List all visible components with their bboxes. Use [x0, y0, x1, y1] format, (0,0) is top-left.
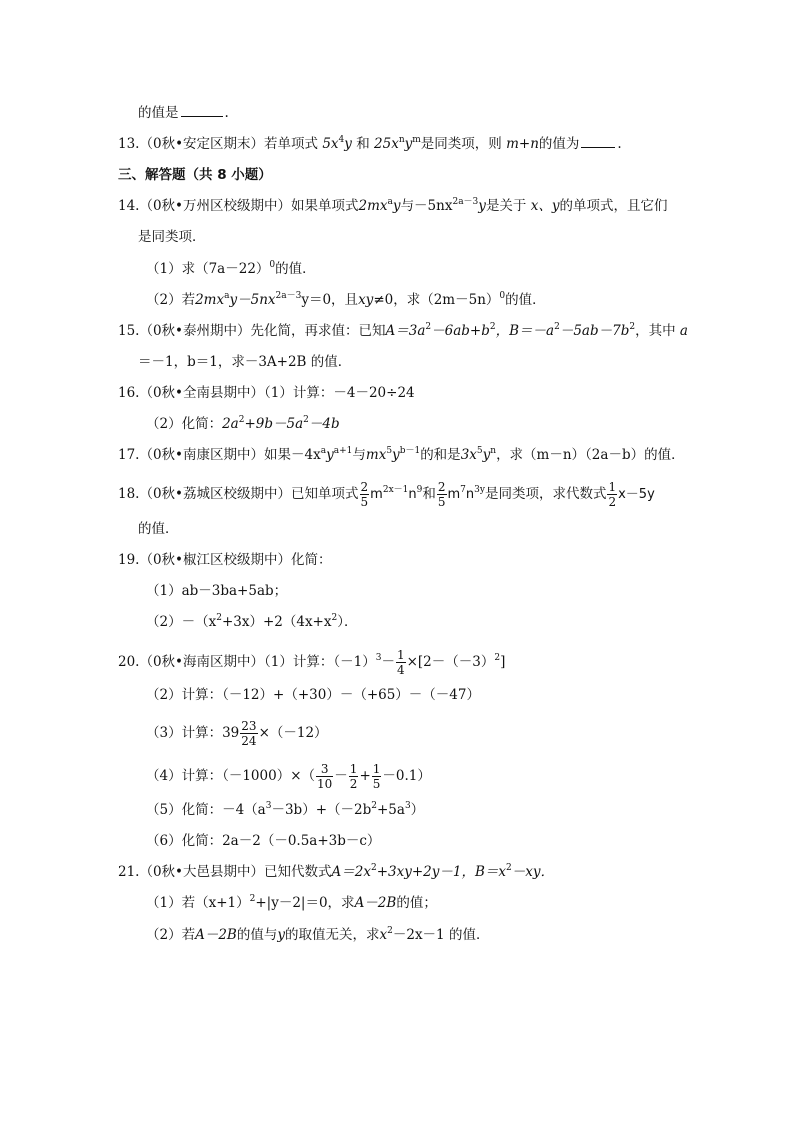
- q18-n2: n: [465, 487, 475, 502]
- question-12-tail: [138, 104, 229, 122]
- q13-rest2: 的值为: [538, 136, 580, 152]
- q20-frac3-den: 24: [241, 734, 257, 748]
- q18-n2-exp: 3y: [474, 485, 485, 495]
- q20-exp1: 3: [375, 653, 382, 663]
- q14-p2-m1b: y－5nx: [229, 292, 276, 308]
- q14-p2-m2b: y＝0，且: [301, 292, 359, 308]
- q17-h: y: [482, 447, 491, 463]
- question-18-line2: 的值．: [138, 521, 179, 537]
- q16-e2-exp: 2: [303, 415, 309, 425]
- q16-e2: +9b－5a: [244, 416, 304, 432]
- q21-p2-b: A－2B: [195, 927, 237, 943]
- q18-frac3-den: 2: [608, 495, 617, 509]
- q21-intro: 21.（0秋•大邑县期中）已知代数式: [118, 864, 332, 880]
- q14-p2-m1: 2mx: [195, 292, 225, 308]
- q14-p2-m2-exp: 2a－3: [275, 291, 302, 301]
- q15-a: a: [679, 323, 688, 339]
- q18-frac2-den: 5: [437, 495, 446, 509]
- q17-d: mx: [365, 447, 387, 463]
- q20-p5-a: （5）化简：－4（a: [146, 802, 266, 818]
- question-15-line1: [118, 322, 688, 340]
- q21-p1-d: 的值；: [396, 895, 437, 911]
- q17-i: ，求（m－n）（2a－b）的值．: [496, 447, 685, 463]
- question-14-line2: 是同类项．: [138, 229, 206, 245]
- q14-p1-text: （1）求（7a－22）: [146, 261, 270, 277]
- q20-frac1: [396, 648, 406, 677]
- q20-p5-exp3: 3: [404, 801, 411, 811]
- q20-intro: 20.（0秋•海南区期中）（1）计算：（－1）: [118, 654, 376, 670]
- q13-term2-exp2: m: [412, 135, 421, 145]
- q21-p1-exp: 2: [249, 894, 256, 904]
- q21-p2-f: x: [379, 927, 388, 943]
- q21-A: A＝2x: [331, 864, 371, 880]
- q12-period: .: [224, 105, 229, 121]
- q19-p2-exp: 2: [216, 613, 222, 623]
- q18-intro: 18.（0秋•荔城区校级期中）已知单项式: [118, 486, 359, 502]
- q17-e: y: [392, 447, 400, 463]
- q14-p2-end: 的值．: [505, 292, 546, 308]
- question-14-part2: [146, 291, 546, 309]
- q20-p5-exp2: 2: [371, 801, 377, 811]
- q16-e1-exp: 2: [238, 415, 245, 425]
- q20-frac3: [240, 719, 257, 748]
- q21-p2-a: （2）若: [146, 927, 196, 943]
- q17-h-exp: n: [490, 446, 497, 456]
- q18-frac2: [437, 480, 447, 509]
- q20-frac4c-num: 1: [372, 762, 381, 776]
- q18-frac3-num: 1: [608, 480, 617, 494]
- q21-A2: +3xy+2y－1，B＝x: [376, 864, 507, 880]
- q14-mono1: 2mx: [358, 198, 388, 214]
- question-21-part2: [146, 926, 489, 944]
- q18-frac3: [607, 480, 617, 509]
- q20-frac1-den: 4: [396, 663, 405, 677]
- q13-term2: 25x: [374, 136, 399, 152]
- q17-g: 3x: [460, 447, 477, 463]
- q14-mono2: 与－5nx: [400, 198, 453, 214]
- q20-bracket: ×[2－（－3）: [406, 654, 495, 670]
- q21-B-exp: 2: [506, 863, 512, 873]
- q13-term1: 5x: [322, 136, 339, 152]
- q12-text: 的值是: [138, 105, 179, 121]
- q21-p2-e: 的取值无关，求: [285, 927, 380, 943]
- question-16-part2: [146, 415, 340, 433]
- answer-blank: [581, 135, 615, 148]
- q20-p5-c: +5a: [376, 802, 405, 818]
- q15-A2-exp: 2: [489, 322, 496, 332]
- question-20-part2: （2）计算：（－12）+（+30）－（+65）－（－47）: [146, 687, 480, 703]
- q16-e3: －4b: [308, 416, 340, 432]
- q14-p1-exp: 0: [269, 260, 276, 270]
- q18-frac2-num: 2: [437, 480, 446, 494]
- q16-e1: 2a: [222, 416, 239, 432]
- q14-text: 是关于: [485, 198, 527, 214]
- question-19-part1: （1）ab－3ba+5ab；: [146, 583, 288, 599]
- q20-frac4a-den: 10: [317, 777, 333, 791]
- q13-term1-y: y: [344, 136, 352, 152]
- q17-a: 17.（0秋•南康区期中）如果－4x: [118, 447, 321, 463]
- q20-frac4a-num: 3: [316, 762, 333, 777]
- q18-frac1-den: 5: [360, 495, 369, 509]
- question-15-line2: ＝－1，b＝1，求－3A+2B 的值．: [138, 354, 352, 370]
- q20-minus: －: [381, 654, 395, 670]
- question-14-line1: [118, 197, 667, 215]
- section-heading: 三、解答题（共 8 小题）: [118, 167, 272, 183]
- q13-and: 和: [356, 136, 370, 152]
- question-21-part1: [146, 894, 437, 912]
- q13-expr: m+n: [506, 136, 539, 152]
- question-13: [118, 135, 622, 153]
- q20-frac4c-den: 5: [372, 777, 381, 791]
- q14-vars: x、y: [530, 198, 560, 214]
- q14-mono2-y: y: [478, 198, 486, 214]
- q13-source: （0秋•安定区期末）若单项式: [139, 136, 319, 152]
- q17-f: 的和是: [420, 447, 461, 463]
- question-19-line1: 19.（0秋•椒江区校级期中）化简：: [118, 552, 332, 568]
- q13-number: 13.: [118, 136, 140, 152]
- q18-text: 是同类项，求代数式: [484, 486, 607, 502]
- q20-p3-b: ×（－12）: [258, 725, 328, 741]
- q14-p2-text: （2）若: [146, 292, 196, 308]
- q15-A2: －6ab+b: [431, 323, 490, 339]
- answer-blank: [181, 104, 223, 117]
- q21-p2-g: －2x－1 的值．: [392, 927, 490, 943]
- q19-p2-b: +3x）+2（4x+x: [221, 614, 332, 630]
- q18-and: 和: [422, 486, 436, 502]
- q15-A-exp: 2: [425, 322, 432, 332]
- q18-n1-exp: 9: [416, 485, 423, 495]
- q19-p2-a: （2）－（x: [146, 614, 217, 630]
- q18-n1: n: [408, 487, 417, 502]
- q14-text2: 的单项式，且它们: [559, 198, 668, 214]
- q16-p2-text: （2）化简：: [146, 416, 223, 432]
- q21-p1-a: （1）若（x+1）: [146, 895, 250, 911]
- q15-B: ，B＝－a: [495, 323, 555, 339]
- q15-A: A＝3a: [385, 323, 426, 339]
- q18-frac1-num: 2: [360, 480, 369, 494]
- q20-p5-b: －3b）+（－2b: [271, 802, 372, 818]
- q20-exp2: 2: [494, 653, 501, 663]
- q18-m2: m: [447, 487, 461, 502]
- q20-p4-b: －: [334, 768, 348, 784]
- q17-c: 与: [352, 447, 366, 463]
- q14-p2-xy: xy: [358, 292, 374, 308]
- q20-frac4b-num: 1: [349, 762, 358, 776]
- q21-A-exp: 2: [370, 863, 377, 873]
- q14-p2-exp: 0: [499, 291, 506, 301]
- q14-mono1-y: y: [392, 198, 401, 214]
- q17-e-exp: b－1: [399, 446, 421, 456]
- q14-mono1-exp: a: [387, 197, 393, 207]
- q19-p2-c: ）．: [337, 614, 358, 630]
- q14-p2-m1-exp: a: [224, 291, 230, 301]
- q21-p2-d: y: [277, 927, 285, 943]
- q20-bracket-end: ]: [500, 654, 506, 670]
- q17-b-exp: a+1: [333, 446, 353, 456]
- q17-d-exp: 5: [386, 446, 393, 456]
- q15-text: ，其中: [635, 323, 676, 339]
- q20-frac4b: [349, 762, 359, 791]
- q18-m2-exp: 7: [460, 485, 466, 495]
- q20-frac3-num: 23: [241, 719, 257, 733]
- q15-B-exp: 2: [554, 322, 560, 332]
- question-21-line1: [118, 863, 554, 881]
- question-20-part3: [146, 719, 328, 748]
- q15-B2-exp: 2: [629, 322, 636, 332]
- q20-p3-a: （3）计算：39: [146, 725, 240, 741]
- q17-b: y: [326, 447, 334, 463]
- q18-expr: x－5y: [618, 487, 655, 502]
- q18-m1: m: [370, 487, 383, 502]
- q20-p4-d: －0.1）: [382, 768, 431, 784]
- question-14-part1: [146, 260, 316, 278]
- q13-term2-exp: n: [398, 135, 405, 145]
- q21-p1-c: A－2B: [354, 895, 397, 911]
- q14-p2-c: ≠0，求（2m－5n）: [373, 292, 500, 308]
- question-16-line1: 16.（0秋•全南县期中）（1）计算：－4－20÷24: [118, 385, 415, 401]
- question-17: [118, 446, 685, 464]
- q20-frac4b-den: 2: [349, 777, 358, 791]
- q14-mono2-exp: 2a－3: [452, 197, 479, 207]
- q15-intro: 15.（0秋•泰州期中）先化简，再求值：已知: [118, 323, 386, 339]
- question-20-line1: [118, 648, 505, 677]
- q14-intro: 14.（0秋•万州区校级期中）如果单项式: [118, 198, 359, 214]
- q13-rest: 是同类项，则: [420, 136, 502, 152]
- q20-frac4c: [372, 762, 382, 791]
- q21-p1-b: +|y－2|＝0，求: [255, 895, 355, 911]
- q21-p2-c: 的值与: [236, 927, 278, 943]
- q20-p5-exp: 3: [265, 801, 272, 811]
- q21-B2: －xy．: [511, 864, 554, 880]
- q17-g-exp: 5: [476, 446, 483, 456]
- question-20-part5: [146, 801, 424, 819]
- q15-B2: －5ab－7b: [559, 323, 630, 339]
- question-19-part2: [146, 613, 357, 631]
- q18-m1-exp: 2x－1: [382, 485, 409, 495]
- q20-p4-a: （4）计算：（－1000）×（: [146, 768, 316, 784]
- q20-p5-d: ）: [410, 802, 425, 818]
- question-20-part4: [146, 762, 431, 791]
- q21-p2-exp: 2: [387, 926, 393, 936]
- question-18-line1: [118, 480, 655, 509]
- q18-frac1: [360, 480, 370, 509]
- q13-period: .: [617, 136, 622, 152]
- q20-frac1-num: 1: [396, 648, 405, 662]
- q19-p2-exp2: 2: [331, 613, 338, 623]
- q13-term1-exp: 4: [338, 135, 345, 145]
- q20-frac4a: [316, 762, 333, 791]
- q17-a-exp: a: [320, 446, 327, 456]
- question-20-part6: （6）化简：2a－2（－0.5a+3b－c）: [146, 833, 381, 849]
- q20-p4-c: +: [359, 768, 371, 784]
- q13-term2-y: y: [404, 136, 413, 152]
- q14-p1-end: 的值．: [275, 261, 316, 277]
